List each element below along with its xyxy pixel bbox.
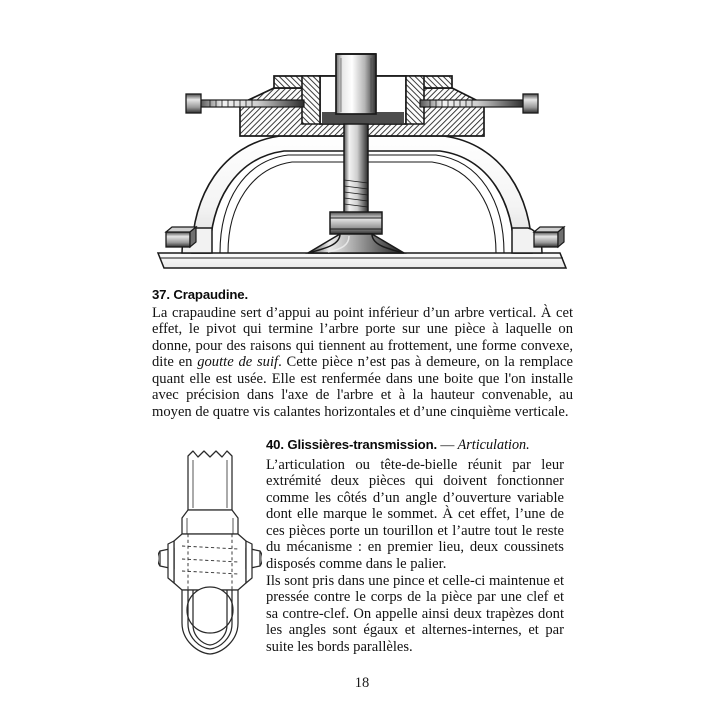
paragraph-37-part1: La crapaudine sert d’appui au point inférieur d’un arbre vertical. À cet effet, le pivot qui termine l’arbre porte sur une pièce à laquelle on donne, pour des raisons qui tiennent au frottement, une forme convexe, dite en [152,304,573,371]
figure-articulation [158,438,262,656]
vertical-shaft [336,54,376,114]
heading-40-title: 40. Glissières-transmission. [266,437,437,452]
section-block-40 [266,437,564,656]
page-number: 18 [354,675,370,691]
heading-40-emdash: — [440,438,455,453]
adjusting-nut [330,212,382,234]
section-block-37 [152,287,573,420]
figure-crapaudine [152,46,572,284]
flared-base [308,234,404,253]
paragraph-37-part2: . Cette pièce n’est pas à demeure, on la remplace quant elle est usée. Elle est renfermée dans une boite que l'on installe avec précision dans l'axe de l'arbre et à la hauteur convenable, au moyen de quatre vis calantes horizontales et d’une cinquième verticale. [152,354,573,420]
heading-40 [266,437,564,455]
heading-37-title: 37. Crapaudine. [152,287,248,302]
paragraph-40-a: L’articulation ou tête-de-bielle réunit par leur extrémité deux pièces qui doivent fonctionner comme les côtés d’un angle d’ouverture variable dont elle marque le sommet. À cet effet, l’une de ces pièces porte un tourillon et l’autre tout le reste du mécanisme : en premier lieu, deux coussinets disposés comme dans le palier. [266,456,564,573]
foot-bolt-right [534,227,564,247]
paragraph-37-emphasis: goutte de suif [197,354,279,371]
heading-37 [152,287,573,303]
heading-40-subtitle: Articulation. [457,437,530,453]
paragraph-37 [152,305,573,421]
broken-rod-top [188,451,232,510]
rod-shoulder [182,510,238,534]
vertical-adjusting-rod [344,124,368,214]
tourillon-bore [187,587,233,633]
clamp-collar-left [168,541,174,583]
foundation-plate [158,253,566,268]
foot-bolt-left [166,227,196,247]
clamp-collar-right [246,541,252,583]
paragraph-40-b: Ils sont pris dans une pince et celle-ci maintenue et pressée contre le corps de la pièce par une clef et sa contre-clef. On appelle ainsi deux trapèzes dont les angles sont égaux et alternes-internes, et par suite les bords parallèles. [266,572,564,656]
